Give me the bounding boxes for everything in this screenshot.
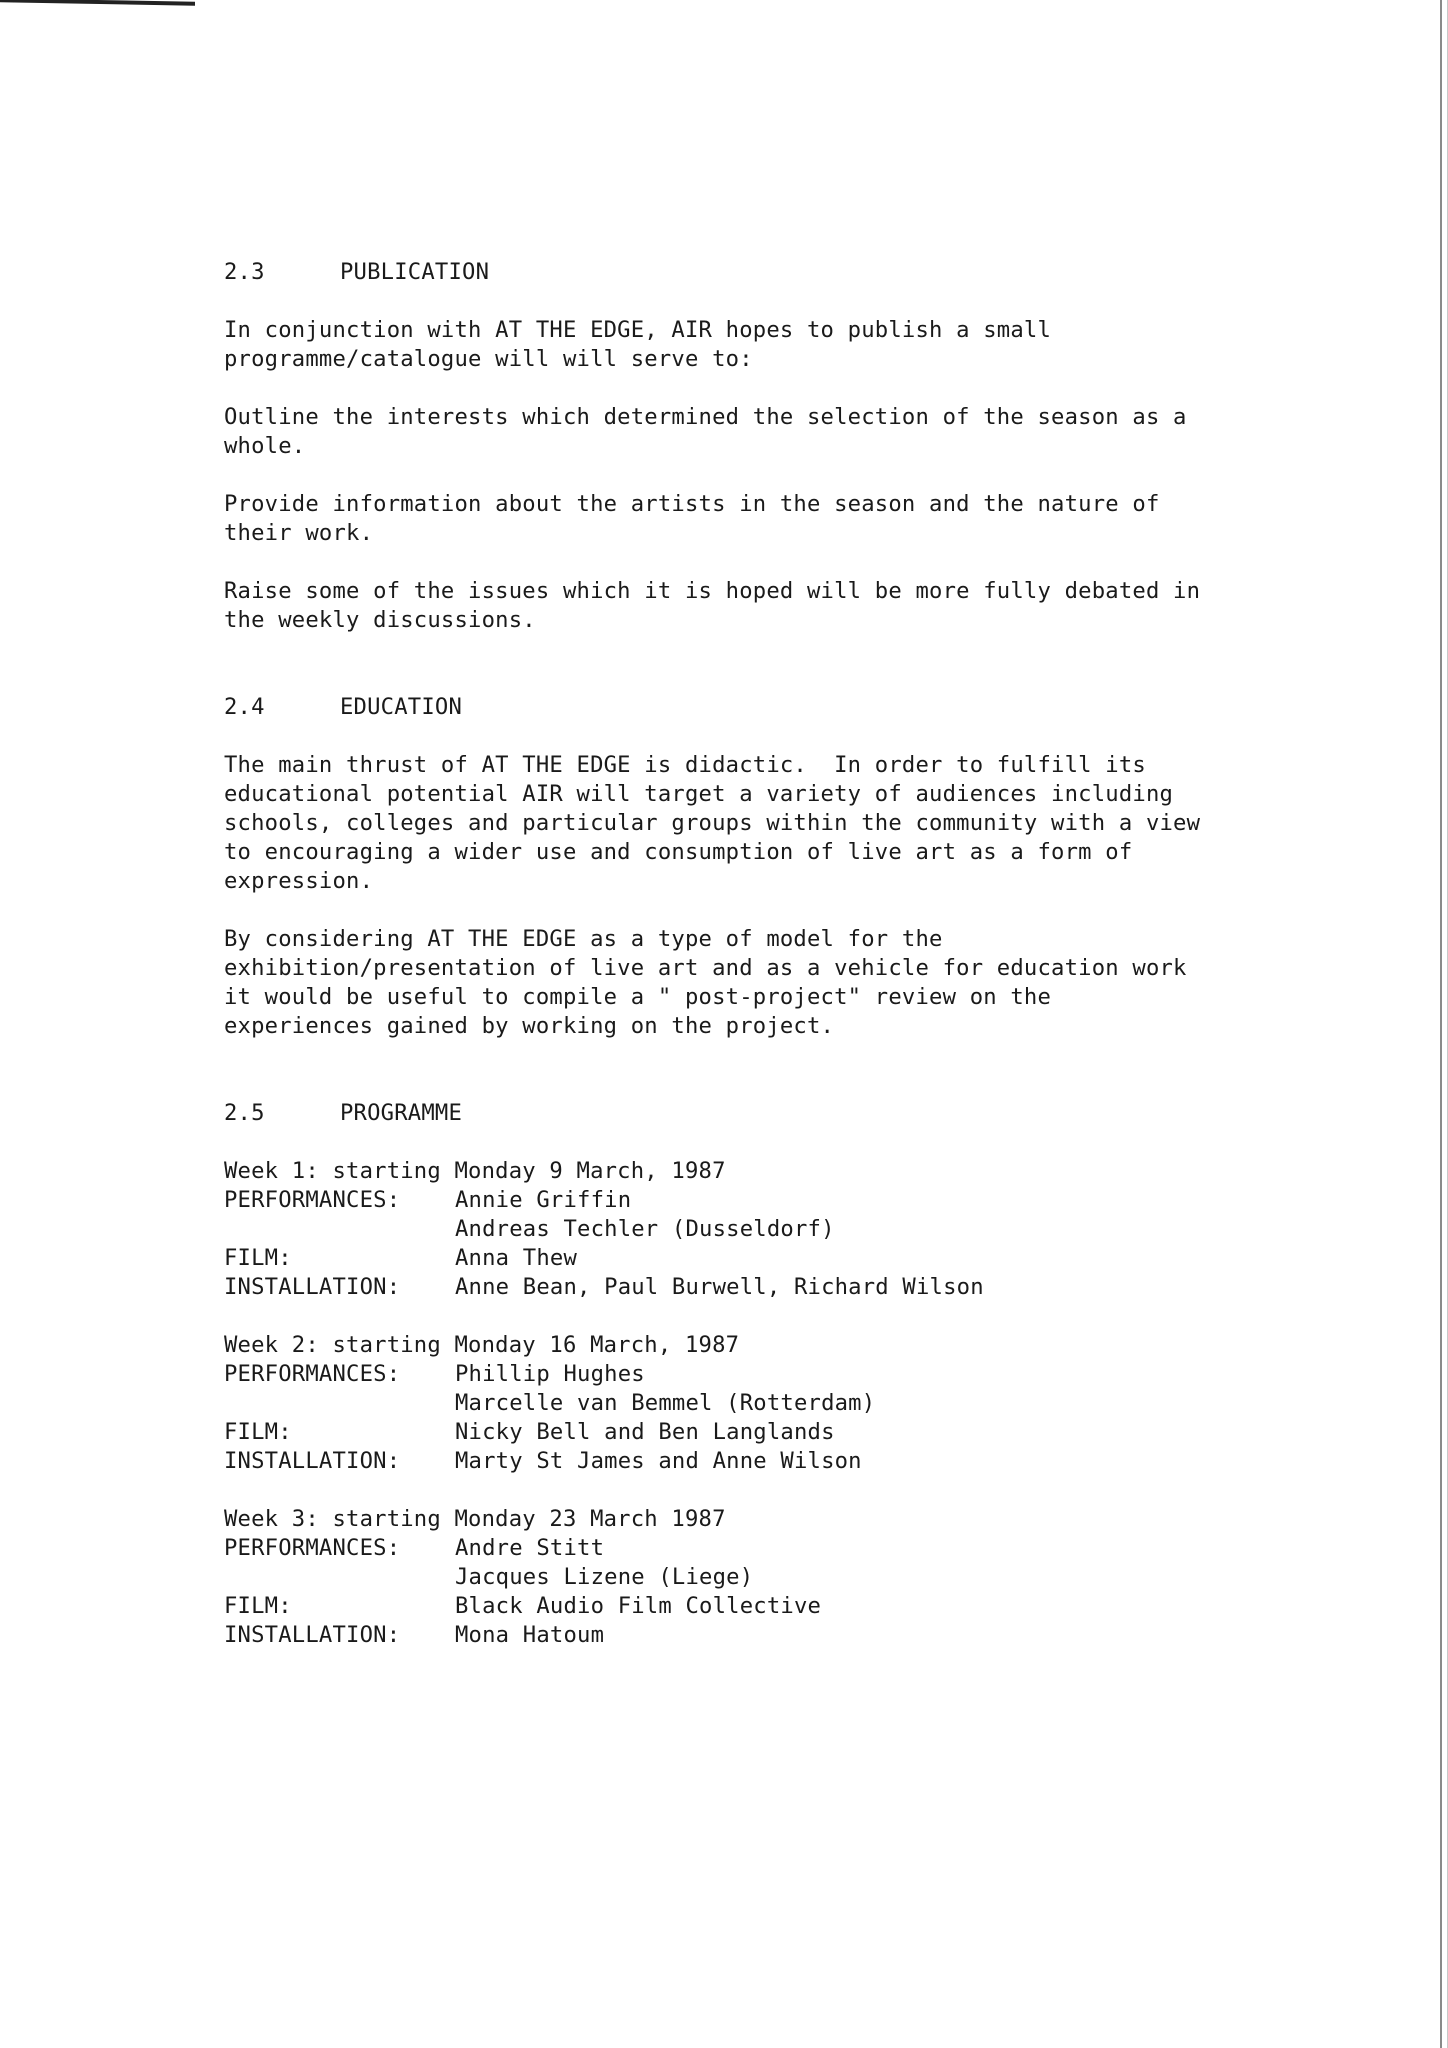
row-label: INSTALLATION: bbox=[224, 1274, 401, 1300]
row-label: INSTALLATION: bbox=[224, 1448, 401, 1474]
section-number: 2.5 bbox=[224, 1100, 265, 1126]
section-number: 2.4 bbox=[224, 694, 265, 720]
week-title: Week 3: starting Monday 23 March 1987 bbox=[224, 1506, 726, 1532]
row-label: FILM: bbox=[224, 1593, 292, 1619]
week-title: Week 1: starting Monday 9 March, 1987 bbox=[224, 1158, 726, 1184]
row-label: PERFORMANCES: bbox=[224, 1187, 401, 1213]
row-value: Anne Bean, Paul Burwell, Richard Wilson bbox=[455, 1274, 984, 1300]
programme-week-3 bbox=[224, 1505, 1344, 1650]
text-line: experiences gained by working on the project. bbox=[224, 1013, 835, 1039]
text-line: it would be useful to compile a " post-project" review on the bbox=[224, 984, 1052, 1010]
scan-edge-right bbox=[1440, 0, 1442, 2048]
programme-row bbox=[224, 1447, 1344, 1476]
section-title: EDUCATION bbox=[340, 694, 463, 720]
programme-week-1 bbox=[224, 1157, 1344, 1302]
row-label: FILM: bbox=[224, 1245, 292, 1271]
section-programme bbox=[224, 1099, 1344, 1650]
text-line: to encouraging a wider use and consumption of live art as a form of bbox=[224, 839, 1133, 865]
text-line: educational potential AIR will target a variety of audiences including bbox=[224, 781, 1174, 807]
row-value: Mona Hatoum bbox=[455, 1622, 605, 1648]
programme-row bbox=[224, 1418, 1344, 1447]
programme-row bbox=[224, 1389, 1344, 1418]
text-line: The main thrust of AT THE EDGE is didactic. In order to fulfill its bbox=[224, 752, 1146, 778]
row-value: Annie Griffin bbox=[455, 1187, 632, 1213]
row-value: Nicky Bell and Ben Langlands bbox=[455, 1419, 835, 1445]
row-value: Anna Thew bbox=[455, 1245, 578, 1271]
row-value: Black Audio Film Collective bbox=[455, 1593, 822, 1619]
programme-row bbox=[224, 1621, 1344, 1650]
text-line: programme/catalogue will will serve to: bbox=[224, 346, 753, 372]
text-line: exhibition/presentation of live art and as a vehicle for education work bbox=[224, 955, 1187, 981]
row-value: Phillip Hughes bbox=[455, 1361, 645, 1387]
week-title: Week 2: starting Monday 16 March, 1987 bbox=[224, 1332, 740, 1358]
row-label bbox=[224, 1215, 455, 1244]
section-title: PUBLICATION bbox=[340, 259, 490, 285]
paragraph bbox=[224, 403, 1344, 461]
row-value: Andre Stitt bbox=[455, 1535, 605, 1561]
section-title: PROGRAMME bbox=[340, 1100, 463, 1126]
programme-row bbox=[224, 1534, 1344, 1563]
paragraph bbox=[224, 925, 1344, 1041]
programme-row bbox=[224, 1215, 1344, 1244]
text-line: Outline the interests which determined the selection of the season as a bbox=[224, 404, 1187, 430]
row-value: Andreas Techler (Dusseldorf) bbox=[455, 1216, 835, 1242]
text-line: whole. bbox=[224, 433, 306, 459]
programme-row bbox=[224, 1186, 1344, 1215]
row-label: FILM: bbox=[224, 1419, 292, 1445]
paragraph bbox=[224, 577, 1344, 635]
row-label: INSTALLATION: bbox=[224, 1622, 401, 1648]
paragraph bbox=[224, 490, 1344, 548]
programme-row bbox=[224, 1360, 1344, 1389]
programme-row bbox=[224, 1592, 1344, 1621]
row-label bbox=[224, 1389, 455, 1418]
text-line: Raise some of the issues which it is hoped will be more fully debated in bbox=[224, 578, 1201, 604]
text-line: the weekly discussions. bbox=[224, 607, 536, 633]
text-line: By considering AT THE EDGE as a type of model for the bbox=[224, 926, 943, 952]
document-body bbox=[224, 258, 1344, 1650]
section-heading bbox=[224, 258, 1344, 287]
text-line: Provide information about the artists in the season and the nature of bbox=[224, 491, 1160, 517]
row-value: Marty St James and Anne Wilson bbox=[455, 1448, 862, 1474]
text-line: expression. bbox=[224, 868, 374, 894]
programme-row bbox=[224, 1563, 1344, 1592]
section-education bbox=[224, 693, 1344, 1041]
section-publication bbox=[224, 258, 1344, 635]
paragraph bbox=[224, 316, 1344, 374]
programme-row bbox=[224, 1244, 1344, 1273]
paragraph bbox=[224, 751, 1344, 896]
text-line: In conjunction with AT THE EDGE, AIR hopes to publish a small bbox=[224, 317, 1052, 343]
row-label bbox=[224, 1563, 455, 1592]
section-number: 2.3 bbox=[224, 259, 265, 285]
row-value: Jacques Lizene (Liege) bbox=[455, 1564, 754, 1590]
text-line: their work. bbox=[224, 520, 374, 546]
section-heading bbox=[224, 1099, 1344, 1128]
programme-week-2 bbox=[224, 1331, 1344, 1476]
row-label: PERFORMANCES: bbox=[224, 1361, 401, 1387]
section-heading bbox=[224, 693, 1344, 722]
text-line: schools, colleges and particular groups within the community with a view bbox=[224, 810, 1201, 836]
row-value: Marcelle van Bemmel (Rotterdam) bbox=[455, 1390, 876, 1416]
scan-mark-top bbox=[0, 0, 195, 6]
row-label: PERFORMANCES: bbox=[224, 1535, 401, 1561]
programme-row bbox=[224, 1273, 1344, 1302]
